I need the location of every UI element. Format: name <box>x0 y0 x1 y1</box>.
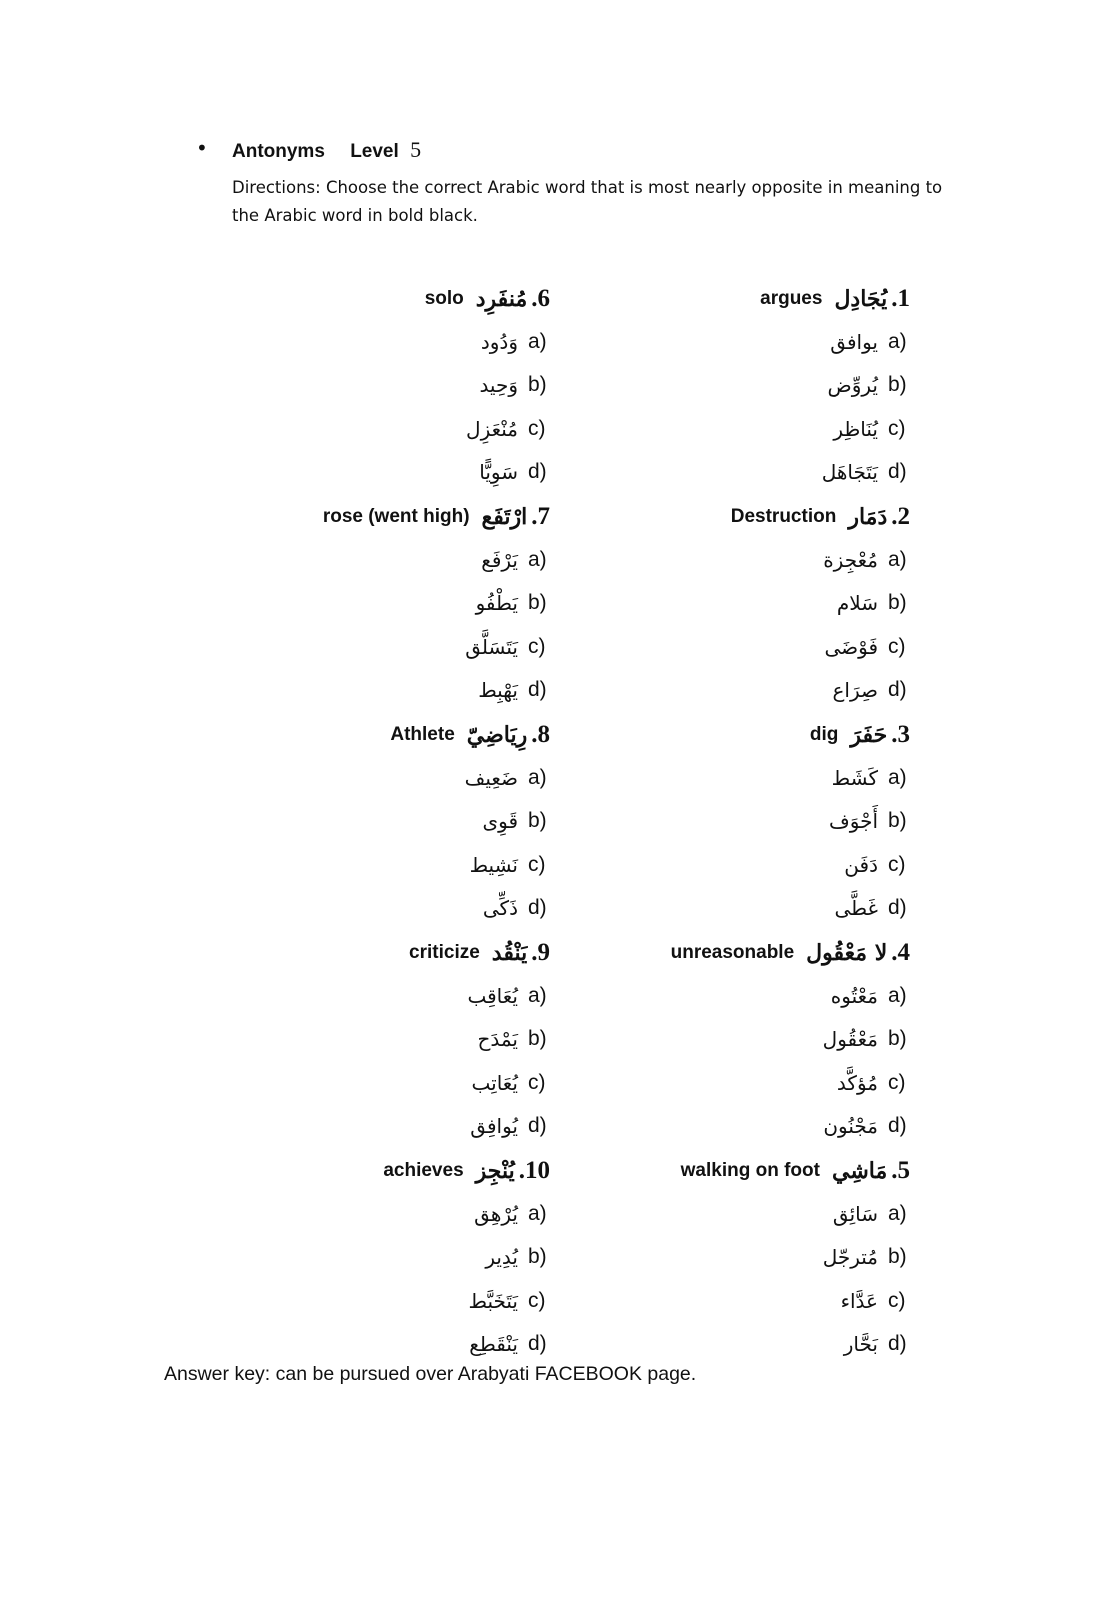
option-text: يَمْدَح <box>477 1027 518 1052</box>
option-text: مَعْتُوه <box>830 983 878 1008</box>
option-b[interactable] <box>90 1018 550 1062</box>
option-letter: d) <box>888 1332 907 1356</box>
option-letter: c) <box>528 1288 546 1312</box>
english-gloss: argues <box>760 288 823 309</box>
option-text: نَشِيط <box>469 852 518 877</box>
option-letter: d) <box>888 1114 907 1138</box>
option-c[interactable] <box>90 407 550 451</box>
worksheet-heading <box>232 137 421 163</box>
arabic-keyword: حَفَرَ <box>850 722 888 748</box>
option-a[interactable] <box>90 320 550 364</box>
option-letter: d) <box>888 678 907 702</box>
arabic-keyword: لا مَعْقُول <box>806 940 888 966</box>
option-letter: c) <box>528 416 546 440</box>
option-text: يُدِير <box>485 1245 518 1270</box>
option-text: دَفَن <box>844 852 878 877</box>
option-b[interactable] <box>90 800 550 844</box>
option-a[interactable] <box>90 974 550 1018</box>
question-number: .6 <box>531 285 550 312</box>
level-number: 5 <box>410 137 422 162</box>
option-letter: c) <box>888 634 906 658</box>
option-letter: c) <box>888 416 906 440</box>
english-gloss: unreasonable <box>670 942 795 963</box>
option-letter: a) <box>528 547 547 571</box>
english-gloss: walking on foot <box>680 1160 820 1181</box>
option-d[interactable] <box>90 1105 550 1149</box>
option-text: سَلام <box>836 591 878 616</box>
question-header <box>90 714 550 756</box>
option-text: وَحِيد <box>479 373 518 398</box>
option-text: مُؤكَّد <box>836 1070 878 1095</box>
option-letter: c) <box>888 1288 906 1312</box>
option-text: أَجْوَف <box>829 809 878 834</box>
option-text: يَهْبِط <box>478 678 518 703</box>
option-a[interactable] <box>90 1192 550 1236</box>
arabic-keyword: يَنْقُد <box>491 940 528 966</box>
english-gloss: dig <box>809 724 839 745</box>
option-letter: d) <box>528 460 547 484</box>
option-text: مَجْنُون <box>823 1114 878 1139</box>
option-b[interactable] <box>90 364 550 408</box>
option-letter: a) <box>528 765 547 789</box>
english-gloss: Athlete <box>390 724 455 745</box>
option-text: بَحَّار <box>843 1332 878 1357</box>
arabic-keyword: يُجَادِل <box>834 286 888 312</box>
option-letter: a) <box>528 329 547 353</box>
english-gloss: Destruction <box>730 506 837 527</box>
option-c[interactable] <box>90 625 550 669</box>
question-10 <box>90 1150 550 1368</box>
option-letter: a) <box>888 1201 907 1225</box>
option-text: مُترجّل <box>822 1245 878 1270</box>
option-letter: b) <box>528 1245 547 1269</box>
option-text: يَتَسَلَّق <box>465 634 518 659</box>
option-text: صِرَاع <box>832 678 878 703</box>
option-text: مَعْقُول <box>822 1027 878 1052</box>
option-letter: a) <box>528 1201 547 1225</box>
question-6 <box>90 278 550 496</box>
worksheet-title: Antonyms <box>232 141 325 162</box>
question-header <box>90 1150 550 1192</box>
option-letter: b) <box>528 591 547 615</box>
option-text: يوافق <box>830 329 878 354</box>
english-gloss: achieves <box>383 1160 464 1181</box>
arabic-keyword: رِيَاضِيّ <box>466 722 528 748</box>
option-text: يَطْفُو <box>475 591 518 616</box>
option-letter: a) <box>888 547 907 571</box>
arabic-keyword: مُنفَرِد <box>475 286 528 312</box>
option-letter: d) <box>528 1114 547 1138</box>
arabic-keyword: ارْتَفَع <box>481 504 528 530</box>
option-text: يُعَاقِب <box>467 983 518 1008</box>
question-number: .3 <box>891 721 910 748</box>
option-letter: b) <box>888 373 907 397</box>
option-letter: c) <box>528 634 546 658</box>
question-number: .1 <box>891 285 910 312</box>
option-letter: a) <box>888 983 907 1007</box>
option-text: ضَعِيف <box>464 765 518 790</box>
question-column-left <box>90 278 550 1368</box>
option-text: يَنْقَطِع <box>469 1332 518 1357</box>
option-letter: c) <box>528 852 546 876</box>
option-text: يَتَجَاهَل <box>821 460 878 485</box>
option-text: سَوِيًّا <box>479 460 518 485</box>
option-text: يُنَاظِر <box>833 416 878 441</box>
question-header <box>90 278 550 320</box>
option-b[interactable] <box>90 582 550 626</box>
option-c[interactable] <box>90 1279 550 1323</box>
english-gloss: rose (went high) <box>322 506 470 527</box>
option-letter: b) <box>888 1245 907 1269</box>
option-letter: c) <box>888 1070 906 1094</box>
arabic-keyword: يُنْجِز <box>475 1158 515 1184</box>
option-text: يُوافِق <box>470 1114 518 1139</box>
option-a[interactable] <box>90 756 550 800</box>
option-text: سَائِق <box>832 1201 878 1226</box>
option-a[interactable] <box>90 538 550 582</box>
option-text: يَرْفَع <box>481 547 518 572</box>
option-d[interactable] <box>90 1323 550 1367</box>
option-text: مُعْجِزة <box>823 547 878 572</box>
option-letter: d) <box>528 678 547 702</box>
option-letter: b) <box>888 809 907 833</box>
option-d[interactable] <box>90 451 550 495</box>
option-text: وَدُود <box>480 329 518 354</box>
question-number: .5 <box>891 1157 910 1184</box>
option-letter: d) <box>528 896 547 920</box>
option-letter: c) <box>528 1070 546 1094</box>
option-letter: d) <box>528 1332 547 1356</box>
english-gloss: criticize <box>409 942 480 963</box>
option-letter: a) <box>888 329 907 353</box>
question-7 <box>90 496 550 714</box>
option-text: مُنْعَزِل <box>466 416 518 441</box>
option-text: يُروِّض <box>827 373 878 398</box>
option-letter: c) <box>888 852 906 876</box>
option-letter: a) <box>888 765 907 789</box>
option-text: يُرْهِق <box>474 1201 518 1226</box>
option-letter: b) <box>528 809 547 833</box>
question-8 <box>90 714 550 932</box>
option-text: عَدَّاء <box>840 1288 878 1313</box>
option-c[interactable] <box>90 1061 550 1105</box>
option-text: يُعَاتِب <box>471 1070 518 1095</box>
arabic-keyword: مَاشِي <box>831 1158 888 1184</box>
option-letter: b) <box>528 1027 547 1051</box>
option-text: غَطَّى <box>834 896 878 921</box>
option-letter: d) <box>888 896 907 920</box>
option-d[interactable] <box>90 887 550 931</box>
option-text: كَشَط <box>831 765 878 790</box>
answer-key-note: Answer key: can be pursued over Arabyati FACEBOOK page. <box>164 1363 697 1385</box>
question-number: .7 <box>531 503 550 530</box>
option-text: فَوْضَى <box>824 634 878 659</box>
option-c[interactable] <box>90 843 550 887</box>
option-text: ذَكِّى <box>482 896 518 921</box>
question-number: .9 <box>531 939 550 966</box>
directions-text: Directions: Choose the correct Arabic word that is most nearly opposite in meaning to the Arabic word in bold black. <box>232 178 943 225</box>
option-letter: b) <box>528 373 547 397</box>
option-letter: b) <box>888 1027 907 1051</box>
question-header <box>90 496 550 538</box>
option-letter: a) <box>528 983 547 1007</box>
question-number: .8 <box>531 721 550 748</box>
question-9 <box>90 932 550 1150</box>
option-d[interactable] <box>90 669 550 713</box>
level-label: Level <box>350 141 399 162</box>
option-b[interactable] <box>90 1236 550 1280</box>
question-number: .2 <box>891 503 910 530</box>
option-letter: b) <box>888 591 907 615</box>
option-text: قَوِى <box>482 809 518 834</box>
english-gloss: solo <box>424 288 464 309</box>
question-number: .4 <box>891 939 910 966</box>
option-letter: d) <box>888 460 907 484</box>
question-number: .10 <box>518 1157 550 1184</box>
list-bullet: • <box>196 136 208 160</box>
option-text: يَتَخَبَّط <box>468 1288 518 1313</box>
arabic-keyword: دَمَار <box>848 504 888 530</box>
question-header <box>90 932 550 974</box>
